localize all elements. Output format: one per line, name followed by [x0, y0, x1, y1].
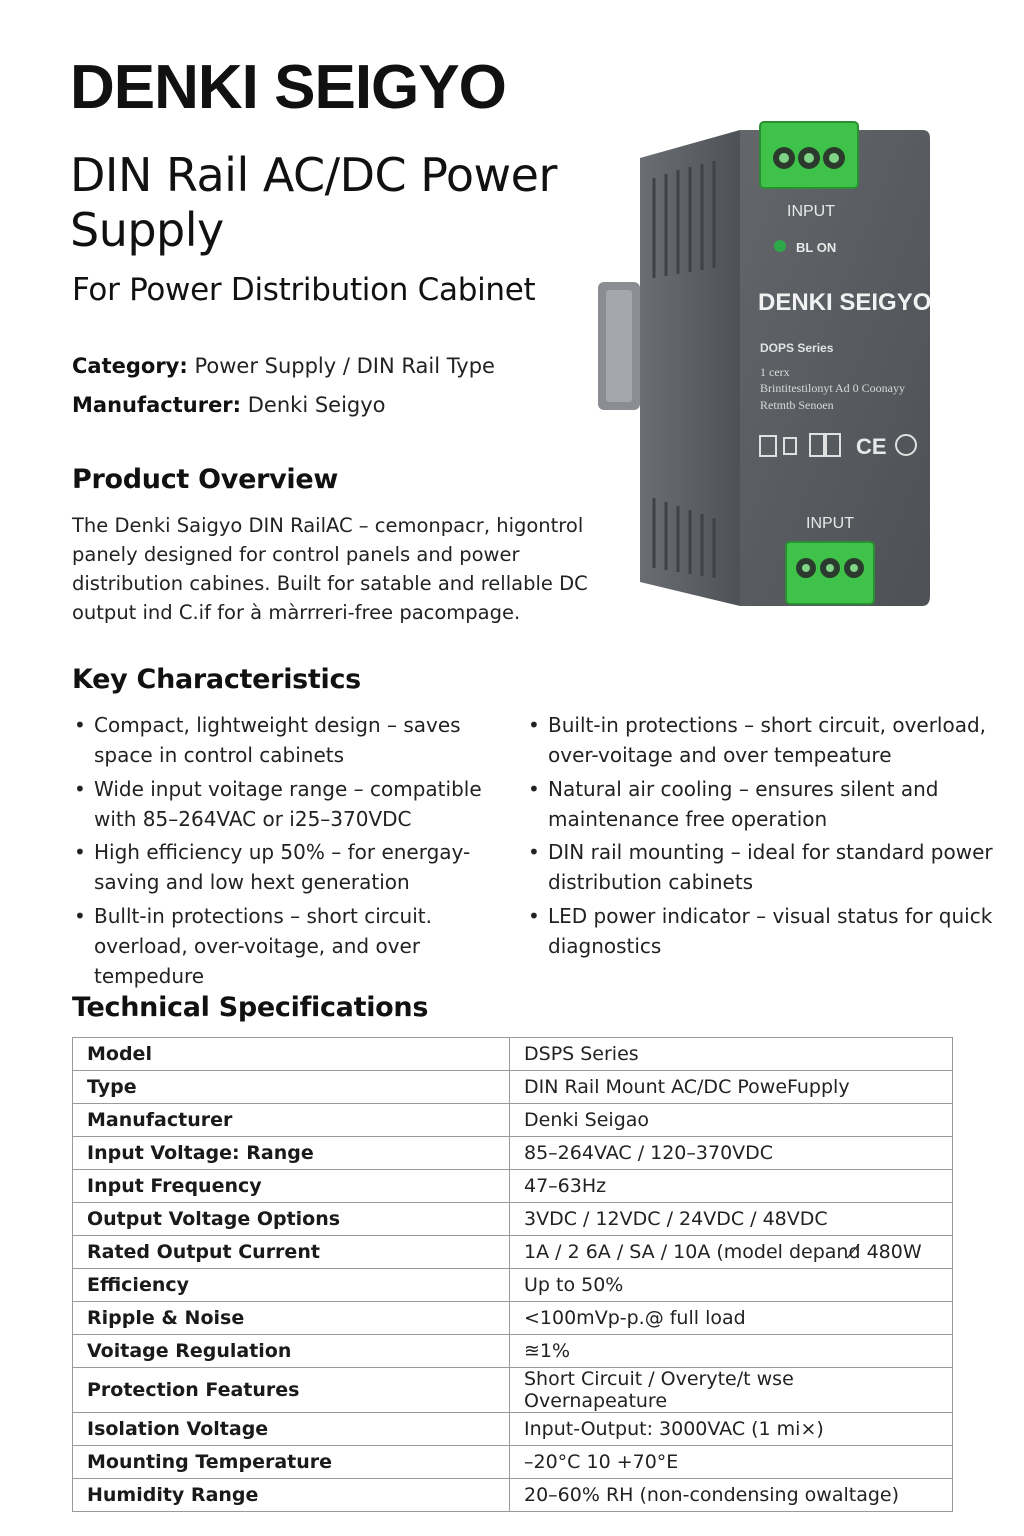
list-item: • Compact, lightweight design – saves space in control cabinets: [72, 710, 522, 770]
characteristics-right-list: [526, 710, 996, 964]
spec-table: [72, 1037, 953, 1512]
list-item: • DIN rail mounting – ideal for standard power distribution cabinets: [526, 837, 996, 897]
list-item: • Wide input voitage range – compatible with 85–264VAC or i25–370VDC: [72, 774, 522, 834]
table-row: [73, 1038, 953, 1071]
overview-text: The Denki Saigyo DIN RailAC – cemonpacr, higontrol panely designed for control panels and power distribution cabines. Built for satable and rellable DC output ind C.if for à màrrreri-free pacompage.: [72, 514, 588, 624]
table-row: [73, 1170, 953, 1203]
spec-value: DIN Rail Mount AC/DC PoweFupply: [510, 1071, 953, 1104]
spec-label: Output Voltage Options: [73, 1203, 510, 1236]
list-item: • LED power indicator – visual status for quick diagnostics: [526, 901, 996, 961]
table-row: [73, 1269, 953, 1302]
spec-label: Type: [73, 1071, 510, 1104]
spec-value: 20–60% RH (non-condensing owaltage): [510, 1479, 953, 1512]
spec-label: Rated Output Current: [73, 1236, 510, 1269]
spec-label: Voitage Regulation: [73, 1335, 510, 1368]
overview-heading: Product Overview: [72, 464, 339, 495]
table-row: [73, 1137, 953, 1170]
spec-label: Input Frequency: [73, 1170, 510, 1203]
product-title: DIN Rail AC/DC Power Supply: [70, 148, 557, 257]
table-row: [73, 1368, 953, 1413]
spec-value: 3VDC / 12VDC / 24VDC / 48VDC: [510, 1203, 953, 1236]
device-line2: Brintitestilonyt Ad 0 Coonayy: [760, 381, 906, 395]
spec-value: Short Circuit / Overyte/t wse Overnapeature: [510, 1368, 953, 1413]
spec-label: Efficiency: [73, 1269, 510, 1302]
category-label: Category:: [72, 354, 188, 378]
spec-label: Protection Features: [73, 1368, 510, 1413]
spec-value: 85–264VAC / 120–370VDC: [510, 1137, 953, 1170]
table-row: [73, 1446, 953, 1479]
characteristics-left-list: [72, 710, 522, 994]
list-item: • Bullt-in protections – short circuit. overload, over-voitage, and over tempedure: [72, 901, 522, 991]
bottom-input-label: INPUT: [806, 515, 854, 532]
manufacturer-line: [72, 393, 386, 417]
spec-value: <100mVp-p.@ full load: [510, 1302, 953, 1335]
spec-label: Ripple & Noise: [73, 1302, 510, 1335]
table-row: [73, 1071, 953, 1104]
device-line1: 1 cerx: [760, 365, 790, 379]
spec-value: 47–63Hz: [510, 1170, 953, 1203]
spec-label: Input Voltage: Range: [73, 1137, 510, 1170]
category-value: Power Supply / DIN Rail Type: [194, 354, 495, 378]
list-item: • Built-in protections – short circuit, overload, over-voitage and over tempeature: [526, 710, 996, 770]
list-item: • Natural air cooling – ensures silent and maintenance free operation: [526, 774, 996, 834]
spec-value: Input-Output: 3000VAC (1 mi×): [510, 1413, 953, 1446]
table-row: [73, 1335, 953, 1368]
spec-label: Humidity Range: [73, 1479, 510, 1512]
spec-label: Model: [73, 1038, 510, 1071]
product-image: [592, 118, 964, 614]
table-row: [73, 1203, 953, 1236]
spec-value: Up to 50%: [510, 1269, 953, 1302]
product-subtitle: For Power Distribution Cabinet: [72, 272, 536, 308]
manufacturer-value: Denki Seigyo: [247, 393, 386, 417]
spec-value: Denki Seigao: [510, 1104, 953, 1137]
table-row: [73, 1302, 953, 1335]
manufacturer-label: Manufacturer:: [72, 393, 242, 417]
device-series: DOPS Series: [760, 341, 834, 355]
spec-value: –20°C 10 +70°E: [510, 1446, 953, 1479]
spec-value: ≊1%: [510, 1335, 953, 1368]
ce-mark-icon: CE: [856, 434, 887, 459]
brand-title: DENKI SEIGYO: [70, 53, 506, 122]
list-item: • High efficiency up 50% – for energay-saving and low hext generation: [72, 837, 522, 897]
spec-value: DSPS Series: [510, 1038, 953, 1071]
key-heading: Key Characteristics: [72, 664, 361, 695]
spec-label: Manufacturer: [73, 1104, 510, 1137]
table-row: [73, 1236, 953, 1269]
device-brand: DENKI SEIGYO: [758, 289, 932, 316]
top-input-label: INPUT: [787, 203, 835, 220]
table-row: [73, 1104, 953, 1137]
power-led-icon: [774, 240, 786, 252]
table-row: [73, 1413, 953, 1446]
tech-heading: Technical Specifications: [72, 992, 429, 1023]
spec-label: Mounting Temperature: [73, 1446, 510, 1479]
device-line3: Retmtb Senoen: [760, 398, 834, 412]
spec-label: Isolation Voltage: [73, 1413, 510, 1446]
led-label: BL ON: [796, 240, 837, 255]
spec-value: 1A / 2 6A / SA / 10A (model depand̸ 480W: [510, 1236, 953, 1269]
table-row: [73, 1479, 953, 1512]
category-line: [72, 354, 495, 378]
